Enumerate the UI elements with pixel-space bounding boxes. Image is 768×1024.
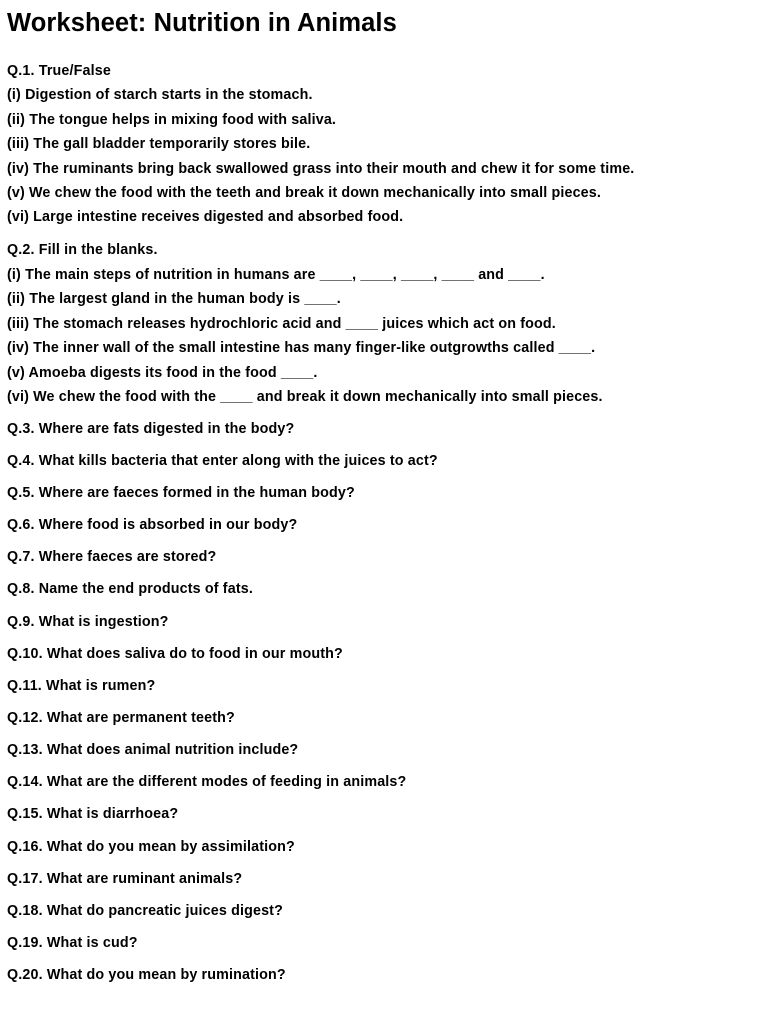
q1-heading: Q.1. True/False [7,63,111,79]
worksheet-title: Worksheet: Nutrition in Animals [7,9,397,37]
q2-item: (i) The main steps of nutrition in humans are ____, ____, ____, ____ and ____. [7,267,545,283]
question: Q.20. What do you mean by rumination? [7,967,286,983]
question: Q.9. What is ingestion? [7,614,169,630]
q2-item: (iii) The stomach releases hydrochloric acid and ____ juices which act on food. [7,316,556,332]
question: Q.11. What is rumen? [7,678,156,694]
q2-item: (v) Amoeba digests its food in the food ____. [7,365,318,381]
q1-item: (iii) The gall bladder temporarily stores bile. [7,136,311,152]
q2-item: (iv) The inner wall of the small intestine has many finger-like outgrowths called ____. [7,340,596,356]
question: Q.17. What are ruminant animals? [7,871,243,887]
question: Q.8. Name the end products of fats. [7,581,253,597]
question: Q.4. What kills bacteria that enter along with the juices to act? [7,453,438,469]
question: Q.19. What is cud? [7,935,138,951]
question: Q.14. What are the different modes of feeding in animals? [7,774,407,790]
question: Q.12. What are permanent teeth? [7,710,235,726]
question: Q.15. What is diarrhoea? [7,806,179,822]
q2-item: (vi) We chew the food with the ____ and break it down mechanically into small pieces. [7,389,603,405]
q2-heading: Q.2. Fill in the blanks. [7,242,158,258]
q1-item: (ii) The tongue helps in mixing food with saliva. [7,112,337,128]
question: Q.5. Where are faeces formed in the human body? [7,485,355,501]
question: Q.18. What do pancreatic juices digest? [7,903,283,919]
question: Q.16. What do you mean by assimilation? [7,839,295,855]
question: Q.10. What does saliva do to food in our mouth? [7,646,343,662]
question: Q.6. Where food is absorbed in our body? [7,517,298,533]
question: Q.13. What does animal nutrition include? [7,742,299,758]
q1-item: (iv) The ruminants bring back swallowed grass into their mouth and chew it for some time. [7,161,635,177]
question: Q.7. Where faeces are stored? [7,549,217,565]
q2-item: (ii) The largest gland in the human body is ____. [7,291,341,307]
q1-item: (vi) Large intestine receives digested and absorbed food. [7,209,404,225]
q1-item: (i) Digestion of starch starts in the stomach. [7,87,313,103]
question: Q.3. Where are fats digested in the body? [7,421,295,437]
q1-item: (v) We chew the food with the teeth and break it down mechanically into small pieces. [7,185,602,201]
